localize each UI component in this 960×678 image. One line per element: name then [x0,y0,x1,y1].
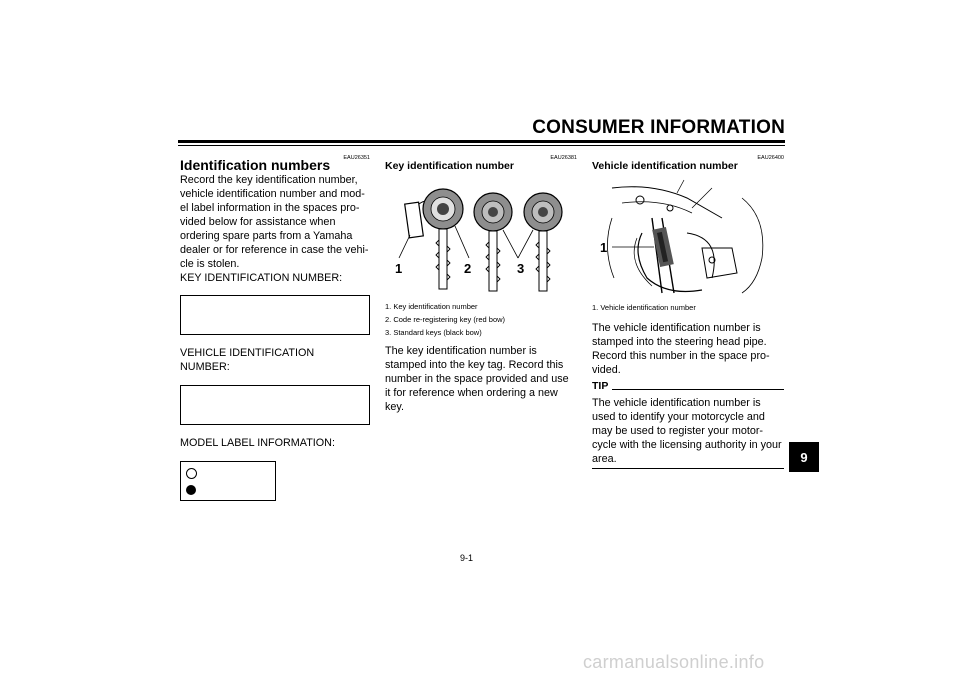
header-rule-thin [178,145,785,146]
tip-line: may be used to register your motor- [592,425,764,437]
vin-label-line: NUMBER: [180,361,230,373]
figure-label-2: 2 [464,261,472,276]
watermark: carmanualsonline.info [583,652,765,672]
page-number: 9-1 [460,553,474,563]
tip-line: area. [592,453,617,465]
section-code: EAU26381 [550,155,577,161]
tip-paragraph [592,396,784,466]
body-line: The vehicle identification number is [592,322,761,334]
intro-line: vided below for assistance when [180,216,336,228]
key-number-field[interactable] [180,295,370,335]
tip-rule-bottom [592,468,784,469]
tip-label: TIP [592,380,609,392]
key-body-paragraph [385,344,577,414]
caption-line: 3. Standard keys (black bow) [385,328,482,337]
intro-paragraph [180,173,370,285]
steering-head-illustration [592,178,784,298]
model-label-field[interactable] [180,461,276,501]
section-heading: Vehicle identification number [592,160,738,172]
figure-label-1: 1 [600,240,608,255]
page-title: CONSUMER INFORMATION [532,117,785,138]
vin-number-field[interactable] [180,385,370,425]
figure-captions [385,300,577,339]
caption-line: 1. Vehicle identification number [592,303,696,312]
leader-line [518,230,533,258]
model-label-title: MODEL LABEL INFORMATION: [180,437,335,449]
intro-line: dealer or for reference in case the vehi- [180,244,369,256]
tip-line: used to identify your motorcycle and [592,411,765,423]
keys-illustration [385,180,577,298]
leader-line [503,230,518,258]
tip-rule-top [612,389,784,390]
intro-line: cle is stolen. [180,258,240,270]
tip-line: cycle with the licensing authority in your [592,439,782,451]
intro-line: Record the key identification number, [180,174,358,186]
caption-line: 1. Key identification number [385,302,478,311]
caption-line: 2. Code re-registering key (red bow) [385,315,506,324]
intro-line: el label information in the spaces pro- [180,202,360,214]
section-heading: Identification numbers [180,157,331,173]
section-heading: Key identification number [385,160,514,172]
circle-open-icon [186,468,197,479]
key-red-bow [423,189,463,289]
circle-filled-icon [186,485,196,495]
key-number-label: KEY IDENTIFICATION NUMBER: [180,272,343,284]
figure-label-1: 1 [395,261,403,276]
section-code: EAU26400 [757,155,784,161]
key-standard-bow [524,193,562,291]
figure-label-3: 3 [517,261,525,276]
body-line: Record this number in the space pro- [592,350,770,362]
key-standard-bow [474,193,512,291]
vin-body-paragraph [592,321,784,377]
section-code: EAU26351 [343,155,370,161]
body-line: key. [385,401,404,413]
body-line: number in the space provided and use [385,373,569,385]
body-line: The key identification number is [385,345,537,357]
body-line: stamped into the key tag. Record this [385,359,564,371]
intro-line: vehicle identification number and mod- [180,188,365,200]
chapter-tab: 9 [789,442,819,472]
body-line: vided. [592,364,621,376]
leader-line [455,226,469,258]
intro-line: ordering spare parts from a Yamaha [180,230,353,242]
body-line: stamped into the steering head pipe. [592,336,767,348]
tip-line: The vehicle identification number is [592,397,761,409]
vin-label-line: VEHICLE IDENTIFICATION [180,347,315,359]
leader-line [399,235,410,258]
header-rule-thick [178,140,785,143]
body-line: it for reference when ordering a new [385,387,558,399]
